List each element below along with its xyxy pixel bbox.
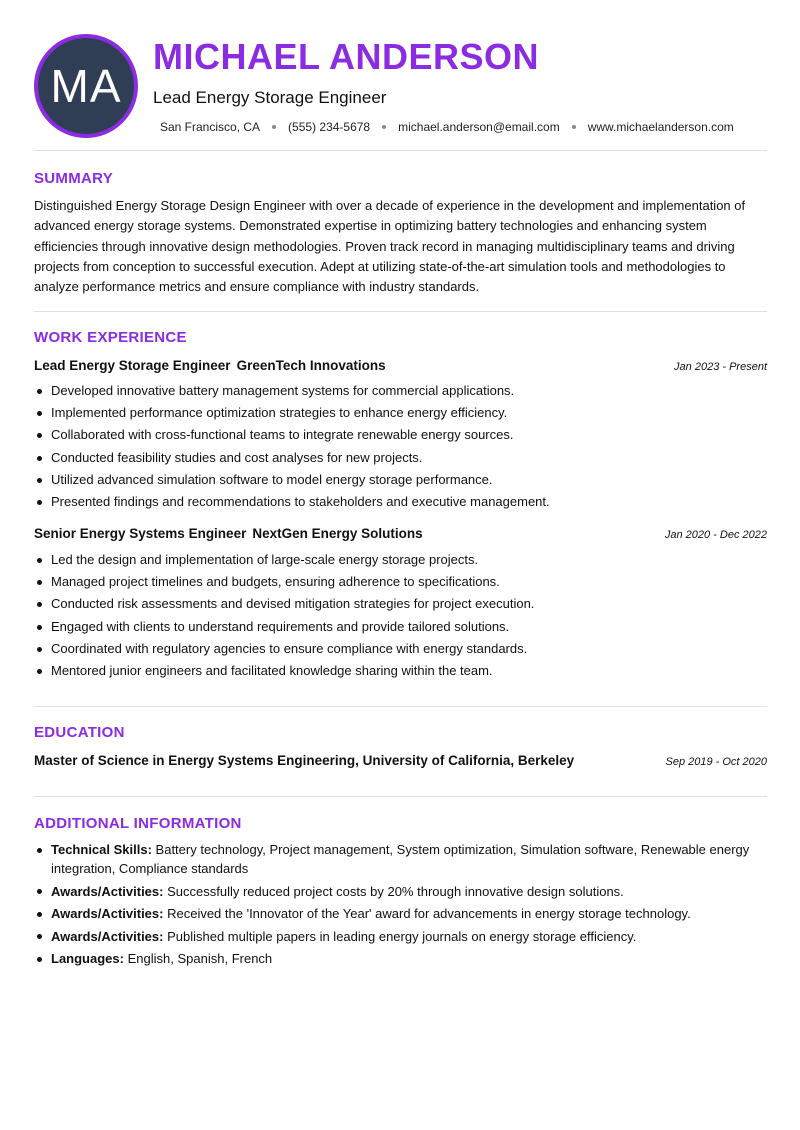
item-label: Awards/Activities: (51, 906, 164, 921)
job-title: Senior Energy Systems Engineer (34, 526, 247, 541)
list-item: Coordinated with regulatory agencies to ensure compliance with energy standards. (34, 638, 767, 660)
item-text: Received the 'Innovator of the Year' award for advancements in energy storage technology. (167, 906, 691, 921)
list-item: Mentored junior engineers and facilitated knowledge sharing within the team. (34, 660, 767, 682)
list-item (34, 882, 767, 901)
contact-website[interactable]: www.michaelanderson.com (587, 120, 734, 134)
divider (34, 311, 767, 312)
contact-phone: (555) 234-5678 (288, 120, 371, 134)
item-text: Successfully reduced project costs by 20% through innovative design solutions. (167, 883, 624, 899)
job-company: GreenTech Innovations (236, 358, 386, 373)
section-title-experience: WORK EXPERIENCE (34, 329, 187, 346)
divider (34, 796, 767, 797)
divider (34, 150, 767, 151)
language: , French (224, 951, 272, 966)
list-item: Managed project timelines and budgets, ensuring adherence to specifications. (34, 571, 767, 593)
contact-line (160, 120, 734, 134)
job-bullets (34, 380, 767, 513)
job-dates: Jan 2023 - Present (674, 361, 767, 373)
item-label: Technical Skills: (51, 842, 152, 857)
avatar-initials: MA (50, 60, 122, 112)
item-label: Awards/Activities: (51, 883, 164, 899)
list-item: Collaborated with cross-functional teams to integrate renewable energy sources. (34, 424, 767, 446)
job-dates: Jan 2020 - Dec 2022 (664, 529, 767, 541)
contact-email[interactable]: michael.anderson@email.com (398, 120, 560, 134)
avatar (34, 34, 138, 138)
list-item: Utilized advanced simulation software to model energy storage performance. (34, 469, 767, 491)
education-dates: Sep 2019 - Oct 2020 (665, 756, 767, 768)
item-label: Awards/Activities: (51, 928, 164, 944)
list-item: Presented findings and recommendations to stakeholders and executive management. (34, 491, 767, 513)
language: English (127, 951, 171, 966)
job-title-line (34, 526, 423, 541)
job-bullets (34, 549, 767, 682)
contact-separator (572, 125, 576, 129)
list-item (34, 904, 767, 923)
job-header (34, 526, 767, 541)
item-text: Published multiple papers in leading energy journals on energy storage efficiency. (167, 928, 637, 944)
language: , Spanish (170, 951, 224, 966)
list-item: Led the design and implementation of large-scale energy storage projects. (34, 549, 767, 571)
list-item (34, 927, 767, 946)
contact-location: San Francisco, CA (160, 120, 261, 134)
list-item (34, 840, 767, 878)
section-title-education: EDUCATION (34, 724, 125, 741)
job-title-line (34, 358, 386, 373)
list-item: Developed innovative battery management systems for commercial applications. (34, 380, 767, 402)
additional-info-list (34, 840, 767, 972)
list-item: Conducted risk assessments and devised mitigation strategies for project execution. (34, 593, 767, 615)
item-label: Languages: (51, 951, 124, 966)
item-text: Battery technology, Project management, System optimization, Simulation software, Renewable energy integration, Compliance standards (51, 842, 750, 876)
contact-separator (382, 125, 386, 129)
resume-header (0, 0, 800, 150)
languages-item (34, 949, 767, 968)
section-title-summary: SUMMARY (34, 170, 114, 187)
summary-text: Distinguished Energy Storage Design Engineer with over a decade of experience in the development and implementation of advanced energy storage systems. Demonstrated expertise in optimizing battery technologies and enhancing system efficiencies through innovative design methodologies. Proven track record in managing multidisciplinary teams and driving projects from conception to successful execution. Adept at utilizing state-of-the-art simulation tools and methodologies to analyze performance metrics and ensure compliance with industry standards. (34, 198, 746, 295)
contact-separator (272, 125, 276, 129)
divider (34, 706, 767, 707)
job-title: Lead Energy Storage Engineer (34, 358, 231, 373)
section-title-additional: ADDITIONAL INFORMATION (34, 815, 242, 832)
list-item: Implemented performance optimization strategies to enhance energy efficiency. (34, 402, 767, 424)
education-degree: Master of Science in Energy Systems Engineering, University of California, Berkeley (34, 753, 575, 768)
job-company: NextGen Energy Solutions (252, 526, 423, 541)
list-item: Conducted feasibility studies and cost analyses for new projects. (34, 447, 767, 469)
job-header (34, 358, 767, 373)
education-entry (34, 753, 767, 768)
list-item: Engaged with clients to understand requirements and provide tailored solutions. (34, 616, 767, 638)
candidate-name: MICHAEL ANDERSON (153, 36, 540, 77)
candidate-title: Lead Energy Storage Engineer (153, 88, 387, 107)
